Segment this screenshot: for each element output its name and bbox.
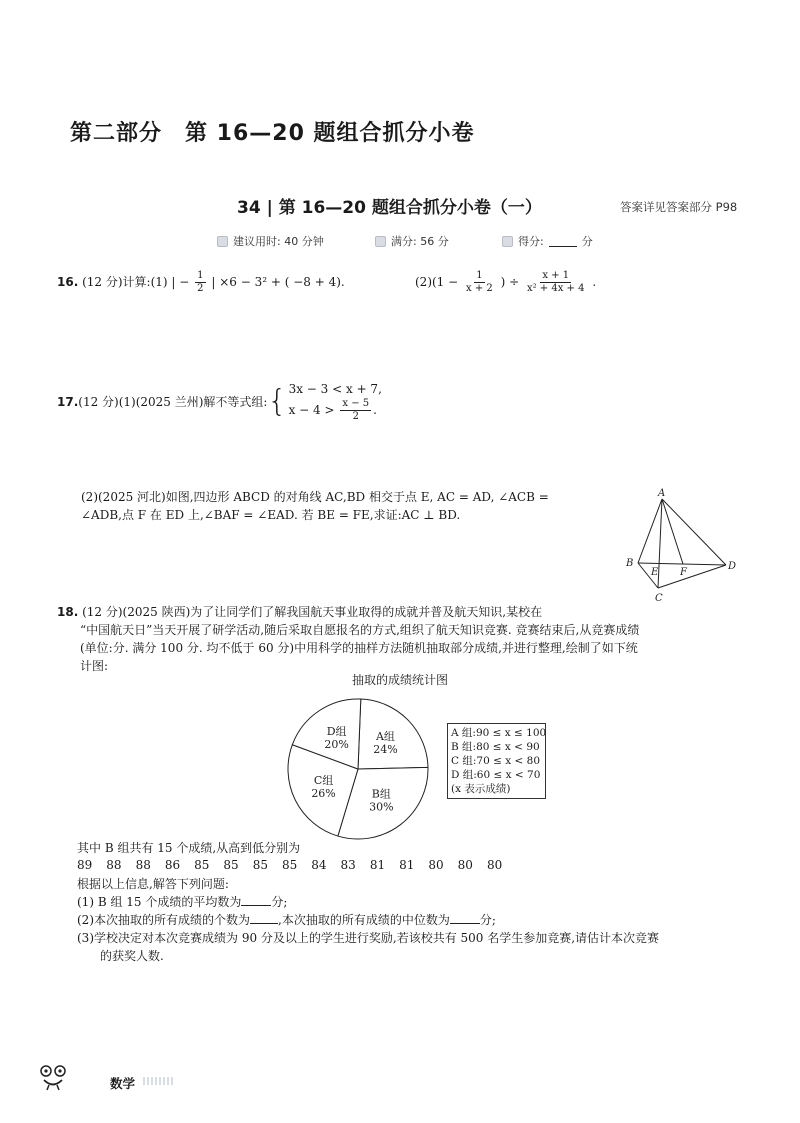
q18-line-4: 计图: xyxy=(80,659,109,673)
pie-slice-percent: 26% xyxy=(311,787,336,801)
question-16-part-2 xyxy=(415,270,596,295)
score-value: 80 xyxy=(486,858,503,872)
label-e: E xyxy=(651,567,659,578)
legend-note: (x 表示成绩) xyxy=(451,783,511,795)
mascot-icon xyxy=(38,1063,68,1091)
inequality-system xyxy=(267,380,381,423)
question-17-part-1 xyxy=(57,380,382,423)
score-value: 81 xyxy=(399,858,415,872)
pie-slice-name: D组 xyxy=(326,724,347,738)
question-18-stem xyxy=(57,603,747,675)
q18-line-2: “中国航天日”当天开展了研学活动,随后采取自愿报名的方式,组织了航天知识竞赛. 竞赛结束后,从竞赛成绩 xyxy=(80,623,640,637)
q17-part1-prefix: (12 分)(1)(2025 兰州)解不等式组: xyxy=(78,394,268,409)
sub1-prefix: (1) B 组 15 个成绩的平均数为 xyxy=(77,895,242,909)
score-value: 85 xyxy=(194,858,210,872)
score-label: 得分: xyxy=(518,235,544,248)
score-value: 88 xyxy=(135,858,151,872)
q17-part2-line-1: (2)(2025 河北)如图,四边形 ABCD 的对角线 AC,BD 相交于点 E, AC = AD, ∠ACB = xyxy=(81,490,549,504)
score-value: 81 xyxy=(369,858,386,872)
q16-part2-mid: ) ÷ xyxy=(500,275,520,289)
legend-item-a: A 组:90 ≤ x ≤ 100 xyxy=(451,727,547,739)
full-score-text: 满分: 56 分 xyxy=(391,235,449,248)
label-a: A xyxy=(658,488,666,499)
sub-question-1 xyxy=(77,893,287,911)
question-18-number: 18. xyxy=(57,605,79,619)
q18-line-1 xyxy=(57,603,747,621)
legend-item-c: C 组:70 ≤ x < 80 xyxy=(451,755,540,767)
q16-fraction-divisor xyxy=(525,270,587,295)
q16-fraction-half xyxy=(195,270,205,295)
score-value: 89 xyxy=(77,858,93,872)
legend-item-b: B 组:80 ≤ x < 90 xyxy=(451,741,540,753)
chart-legend xyxy=(447,723,546,799)
pie-slice-name: C组 xyxy=(313,774,334,788)
sub2-blank-count[interactable] xyxy=(250,912,278,924)
score-value: 83 xyxy=(340,858,356,872)
sub2-mid: ,本次抽取的所有成绩的中位数为 xyxy=(278,913,450,927)
score-blank[interactable] xyxy=(549,235,577,247)
label-d: D xyxy=(728,561,737,572)
section-title: 第二部分 第 16—20 题组合抓分小卷 xyxy=(70,121,475,146)
fraction-numerator: x + 1 xyxy=(542,270,570,281)
clock-icon xyxy=(217,236,228,247)
q16-fraction-inner xyxy=(464,270,495,295)
label-b: B xyxy=(626,558,634,569)
segment-bd xyxy=(638,563,726,565)
segment-ac xyxy=(658,499,662,588)
legend-item-d: D 组:60 ≤ x < 70 xyxy=(451,769,541,781)
score-field xyxy=(502,233,593,249)
question-17-number: 17. xyxy=(57,394,79,409)
q18-line-1-text: (12 分)(2025 陕西)为了让同学们了解我国航天事业取得的成就并普及航天知识,某校在 xyxy=(82,605,543,619)
segment-af xyxy=(662,499,683,564)
question-16-part-1 xyxy=(57,270,345,295)
pie-slice-name: A组 xyxy=(375,730,395,744)
sub3-line-2: 的获奖人数. xyxy=(100,949,164,963)
answer-reference: 答案详见答案部分 P98 xyxy=(620,200,738,214)
score-value: 84 xyxy=(311,858,327,872)
fraction-denominator: x + 2 xyxy=(466,283,493,294)
sub2-blank-median[interactable] xyxy=(450,912,480,924)
suggested-time-text: 建议用时: 40 分钟 xyxy=(233,235,324,248)
q16-part2-suffix: . xyxy=(592,275,597,289)
segment-ab xyxy=(638,499,662,563)
fraction-numerator: 1 xyxy=(476,270,483,281)
footer-subject: 数学 xyxy=(110,1076,136,1091)
pie-chart xyxy=(280,696,440,842)
fraction-numerator: x − 5 xyxy=(342,398,370,409)
q18-line-3: (单位:分. 满分 100 分. 均不低于 60 分)中用科学的抽样方法随机抽取部分成绩,并进行整理,绘制了如下统 xyxy=(80,641,638,655)
inequality-2-fraction xyxy=(340,398,371,423)
sub-question-2 xyxy=(77,911,496,929)
score-value: 85 xyxy=(252,858,268,872)
fraction-denominator: 2 xyxy=(352,411,359,422)
score-value: 85 xyxy=(223,858,239,872)
sub2-suffix: 分; xyxy=(479,913,496,927)
pie-slice-name: B组 xyxy=(371,787,391,801)
question-17-part-2 xyxy=(81,488,549,524)
question-16-number: 16. xyxy=(57,275,79,289)
score-value: 80 xyxy=(428,858,444,872)
q16-part2-prefix: (2)(1 − xyxy=(415,275,459,289)
paper-title: 34 | 第 16—20 题组合抓分小卷（一） xyxy=(237,198,542,218)
segment-cd xyxy=(658,565,726,588)
inequality-2-prefix: x − 4 > xyxy=(288,403,335,417)
sub-question-3 xyxy=(77,929,659,965)
q17-part2-line-2: ∠ADB,点 F 在 ED 上,∠BAF = ∠EAD. 若 BE = FE,求证:AC ⊥ BD. xyxy=(81,508,461,522)
pie-slice-percent: 24% xyxy=(373,743,398,757)
b-group-intro: 其中 B 组共有 15 个成绩,从高到低分别为 xyxy=(77,841,301,855)
document-icon xyxy=(375,236,386,247)
q16-part1-prefix: (12 分)计算:(1) | − xyxy=(82,275,190,289)
score-value: 86 xyxy=(164,858,181,872)
chart-title: 抽取的成绩统计图 xyxy=(351,673,448,687)
sub1-suffix: 分; xyxy=(271,895,288,909)
full-score xyxy=(375,233,449,249)
footer-decoration xyxy=(143,1077,173,1085)
fraction-denominator: x² + 4x + 4 xyxy=(526,283,585,294)
label-f: F xyxy=(680,567,687,578)
q16-part1-suffix: | ×6 − 3² + ( −8 + 4). xyxy=(211,275,345,289)
fraction-numerator: 1 xyxy=(197,270,204,281)
pie-slice-percent: 20% xyxy=(324,737,349,751)
instruction: 根据以上信息,解答下列问题: xyxy=(77,877,229,891)
score-value: 85 xyxy=(281,858,298,872)
label-c: C xyxy=(655,593,663,604)
score-value: 80 xyxy=(457,858,473,872)
quadrilateral-figure xyxy=(618,485,743,605)
inequality-lines xyxy=(289,380,382,423)
segment-ad xyxy=(662,499,726,565)
inequality-1: 3x − 3 < x + 7, xyxy=(288,382,382,396)
score-value: 88 xyxy=(106,858,122,872)
pie-slice-percent: 30% xyxy=(369,800,394,814)
sub3-line-1: (3)学校决定对本次竞赛成绩为 90 分及以上的学生进行奖励,若该校共有 500 名学生参加竞赛,请估计本次竞赛 xyxy=(77,931,660,945)
b-group-scores xyxy=(77,858,502,872)
sub1-blank[interactable] xyxy=(241,894,271,906)
pencil-icon xyxy=(502,236,513,247)
score-unit: 分 xyxy=(581,235,593,248)
fraction-denominator: 2 xyxy=(197,283,204,294)
brace-symbol: { xyxy=(267,383,287,419)
inequality-2-suffix: . xyxy=(373,403,377,417)
sub2-prefix: (2)本次抽取的所有成绩的个数为 xyxy=(77,913,250,927)
suggested-time xyxy=(217,233,324,249)
inequality-2 xyxy=(289,398,382,423)
